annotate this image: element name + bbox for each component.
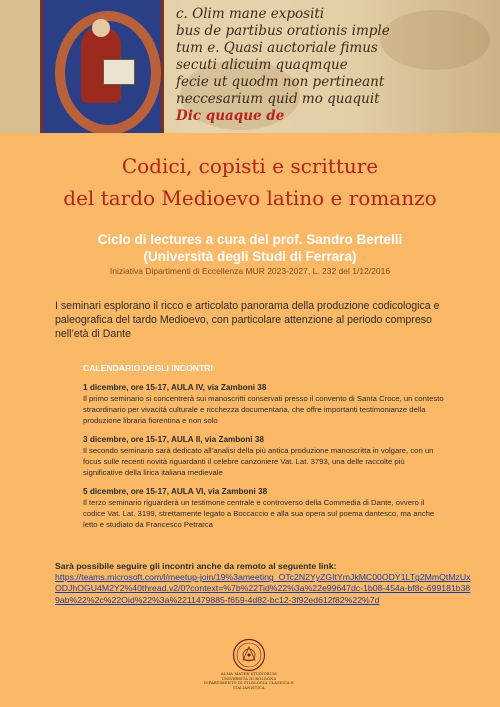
poster-title [0,150,500,214]
manuscript-text [176,6,496,125]
parchment-margin [0,0,40,133]
manuscript-line: bus de partibus orationis imple [176,23,390,39]
scribe-book [103,59,135,85]
manuscript-line: neccesarium quid mo quaquit [176,91,380,107]
manuscript-line: secuti alicuim quaqmque [176,57,348,73]
remote-access-section [55,561,475,606]
manuscript-header-image [0,0,500,133]
event-date-location: 3 dicembre, ore 15-17, AULA II, via Zamboni 38 [83,435,264,444]
calendar-heading: CALENDARIO DEGLI INCONTRI [83,363,213,373]
intro-paragraph: I seminari esplorano il ricco e articolato panorama della produzione codicologica e paleografica del tardo Medioevo, con particolare attenzione al periodo compreso nell’età di Dante [55,300,440,340]
series-curator: Ciclo di lectures a cura del prof. Sandro Bertelli [97,232,403,247]
manuscript-line: tum e. Quasi auctoriale fimus [176,40,378,56]
remote-heading: Sarà possibile seguire gli incontri anche da remoto al seguente link: [55,561,337,571]
manuscript-line: c. Olim mane expositi [176,6,325,22]
event-description: Il terzo seminario riguarderà un testimone centrale e controverso della Commedia di Dante, ovvero il codice Vat. Lat. 3199, strettamente legato a Boccaccio e alla sua opera sul poema dantesco, ma anche letto e studiato da Francesco Petrarca [83,498,435,529]
logo-line: UNIVERSITÀ DI BOLOGNA [221,676,277,681]
logo-line: DIPARTIMENTO DI FILOLOGIA CLASSICA E ITALIANISTICA [204,681,294,690]
title-line-1: Codici, copisti e scritture [121,154,379,178]
event-description: Il secondo seminario sarà dedicato all’analisi della più antica produzione manoscritta in volgare, con un focus sulle recenti novità riguardanti il celebre canzoniere Vat. Lat. 3793, una delle raccolte più significative della lirica italiana medievale [83,446,434,477]
curator-university: (Università degli Studi di Ferrara) [143,249,357,264]
event-date-location: 1 dicembre, ore 15-17, AULA IV, via Zamboni 38 [83,383,267,392]
event-description: Il primo seminario si concentrerà sui manoscritti conservati presso il convento di Santa Croce, un contesto straordinario per vivacità culturale e ricchezza documentaria, che offre importanti testimonianze della produzione libraria fiorentina e non solo [83,394,444,425]
illuminated-initial [40,0,164,133]
university-logo [204,638,294,690]
event-date-location: 5 dicembre, ore 15-17, AULA VI, via Zamboni 38 [83,487,268,496]
title-line-2: del tardo Medioevo latino e romanzo [63,186,437,210]
calendar-section [83,362,445,538]
initiative-note: Iniziativa Dipartimenti di Eccellenza MUR 2023-2027, L. 232 del 1/12/2016 [109,266,391,276]
university-seal-icon [232,638,266,672]
manuscript-line: fecie ut quodm non pertineant [176,74,385,90]
event-item [83,434,445,478]
event-item [83,382,445,426]
teams-meeting-link[interactable]: https://teams.microsoft.com/l/meetup-join/19%3ameeting_OTc2N2YyZGItYmJkMC00ODY1LTg2MmQtMzUxODJhOGU4M2Y2%40thread.v2/0?context=%7b%22Tid%22%3a%22e99647dc-1b08-454a-bf8c-699181b389ab%22%2c%22Oid%22%3a%2211479885-f659-4d82-bc12-3f92ed612f82%22%7d [55,572,471,605]
lecture-series-info [0,231,500,277]
logo-line: ALMA MATER STUDIORUM [221,672,277,676]
manuscript-line: Dic quaque de [176,108,285,124]
event-item [83,486,445,530]
scribe-face [92,19,110,37]
